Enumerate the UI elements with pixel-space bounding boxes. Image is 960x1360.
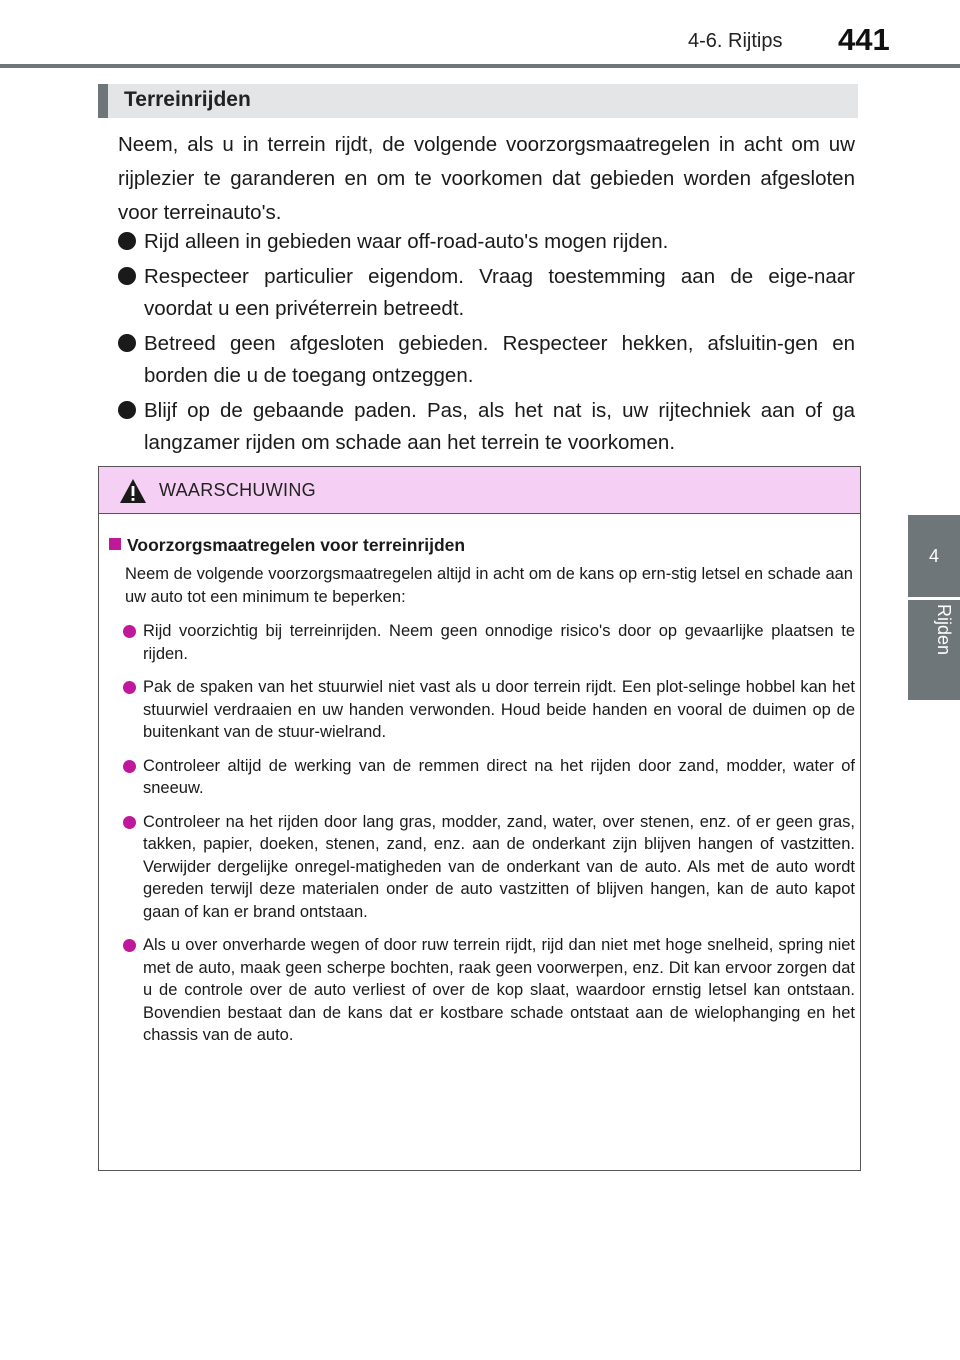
warning-item-text: Controleer na het rijden door lang gras, modder, zand, water, over stenen, enz. of er geen gras, takken, papier, doeken, stenen, zand, enz. aan de onderkant zijn blijven hangen of vastzitten. Verwijder dergelijke onregel-matigheden van de onderkant van de auto. Als met de auto wordt gereden terwijl deze materialen onder de auto vastzitten of blijven hangen, kan de auto kapot gaan of kan er brand ontstaan. [143,812,855,921]
list-item [109,934,855,1047]
warning-subheading-text: Voorzorgsmaatregelen voor terreinrijden [127,535,466,555]
list-item [109,755,855,800]
warning-list [109,620,855,1047]
bullet-text: Respecteer particulier eigendom. Vraag toestemming aan de eige-naar voordat u een privéterrein betreedt. [144,265,855,320]
list-item [118,328,855,392]
list-item [118,226,855,258]
warning-subheading [109,533,855,557]
warning-triangle-icon [119,478,147,504]
header-section-title: 4-6. Rijtips [688,30,783,52]
bullet-text: Rijd alleen in gebieden waar off-road-auto's mogen rijden. [144,230,669,253]
section-title: Terreinrijden [124,88,251,111]
bullet-list [118,226,855,462]
list-item [109,811,855,924]
warning-item-text: Pak de spaken van het stuurwiel niet vast als u door terrein rijdt. Een plot-selinge hobbel kan het stuurwiel verdraaien en uw handen verwonden. Houd beide handen en vooral de duimen op de buitenkant van de stuur-wielrand. [143,678,855,741]
bullet-icon [123,939,136,952]
warning-intro: Neem de volgende voorzorgsmaatregelen altijd in acht om de kans op ern-stig letsel en schade aan uw auto tot een minimum te beperken: [125,565,853,606]
bullet-icon [118,334,136,352]
bullet-text: Blijf op de gebaande paden. Pas, als het nat is, uw rijtechniek aan of ga langzamer rijden om schade aan het terrein te voorkomen. [144,399,855,454]
bullet-icon [118,232,136,250]
bullet-icon [123,816,136,829]
warning-body [109,533,855,1047]
square-bullet-icon [109,538,121,550]
bullet-icon [118,401,136,419]
list-item [118,395,855,459]
warning-title: WAARSCHUWING [159,480,316,500]
warning-item-text: Als u over onverharde wegen of door ruw terrein rijdt, rijd dan niet met hoge snelheid, spring niet met de auto, maak geen scherpe bochten, raak geen voorwerpen, enz. Dit kan ervoor zorgen dat u de controle over de auto verliest of over de kop slaat, waardoor ernstig letsel kan ontstaan. Bovendien bestaat dan de kans dat er kostbare schade ontstaat aan de wielophanging en het chassis van de auto. [143,936,855,1044]
header-rule [0,64,960,68]
page-number: 441 [838,22,890,57]
bullet-icon [123,760,136,773]
list-item [109,620,855,665]
section-heading [98,84,858,118]
section-intro [118,128,855,230]
bullet-icon [123,625,136,638]
warning-header [99,467,860,514]
list-item [118,261,855,325]
warning-box [98,466,861,1171]
bullet-icon [118,267,136,285]
intro-text: Neem, als u in terrein rijdt, de volgende voorzorgsmaatregelen in acht om uw rijplezier te garanderen en om te voorkomen dat gebieden worden afgesloten voor terreinauto's. [118,133,855,224]
bullet-icon [123,681,136,694]
warning-item-text: Rijd voorzichtig bij terreinrijden. Neem geen onnodige risico's door op gevaarlijke plaatsen te rijden. [143,622,855,663]
chapter-tab-number: 4 [908,515,960,597]
chapter-tab-label: Rijden [934,604,954,656]
list-item [109,676,855,744]
bullet-text: Betreed geen afgesloten gebieden. Respecteer hekken, afsluitin-gen en borden die u de toegang ontzeggen. [144,332,855,387]
warning-item-text: Controleer altijd de werking van de remmen direct na het rijden door zand, modder, water of sneeuw. [143,756,855,797]
